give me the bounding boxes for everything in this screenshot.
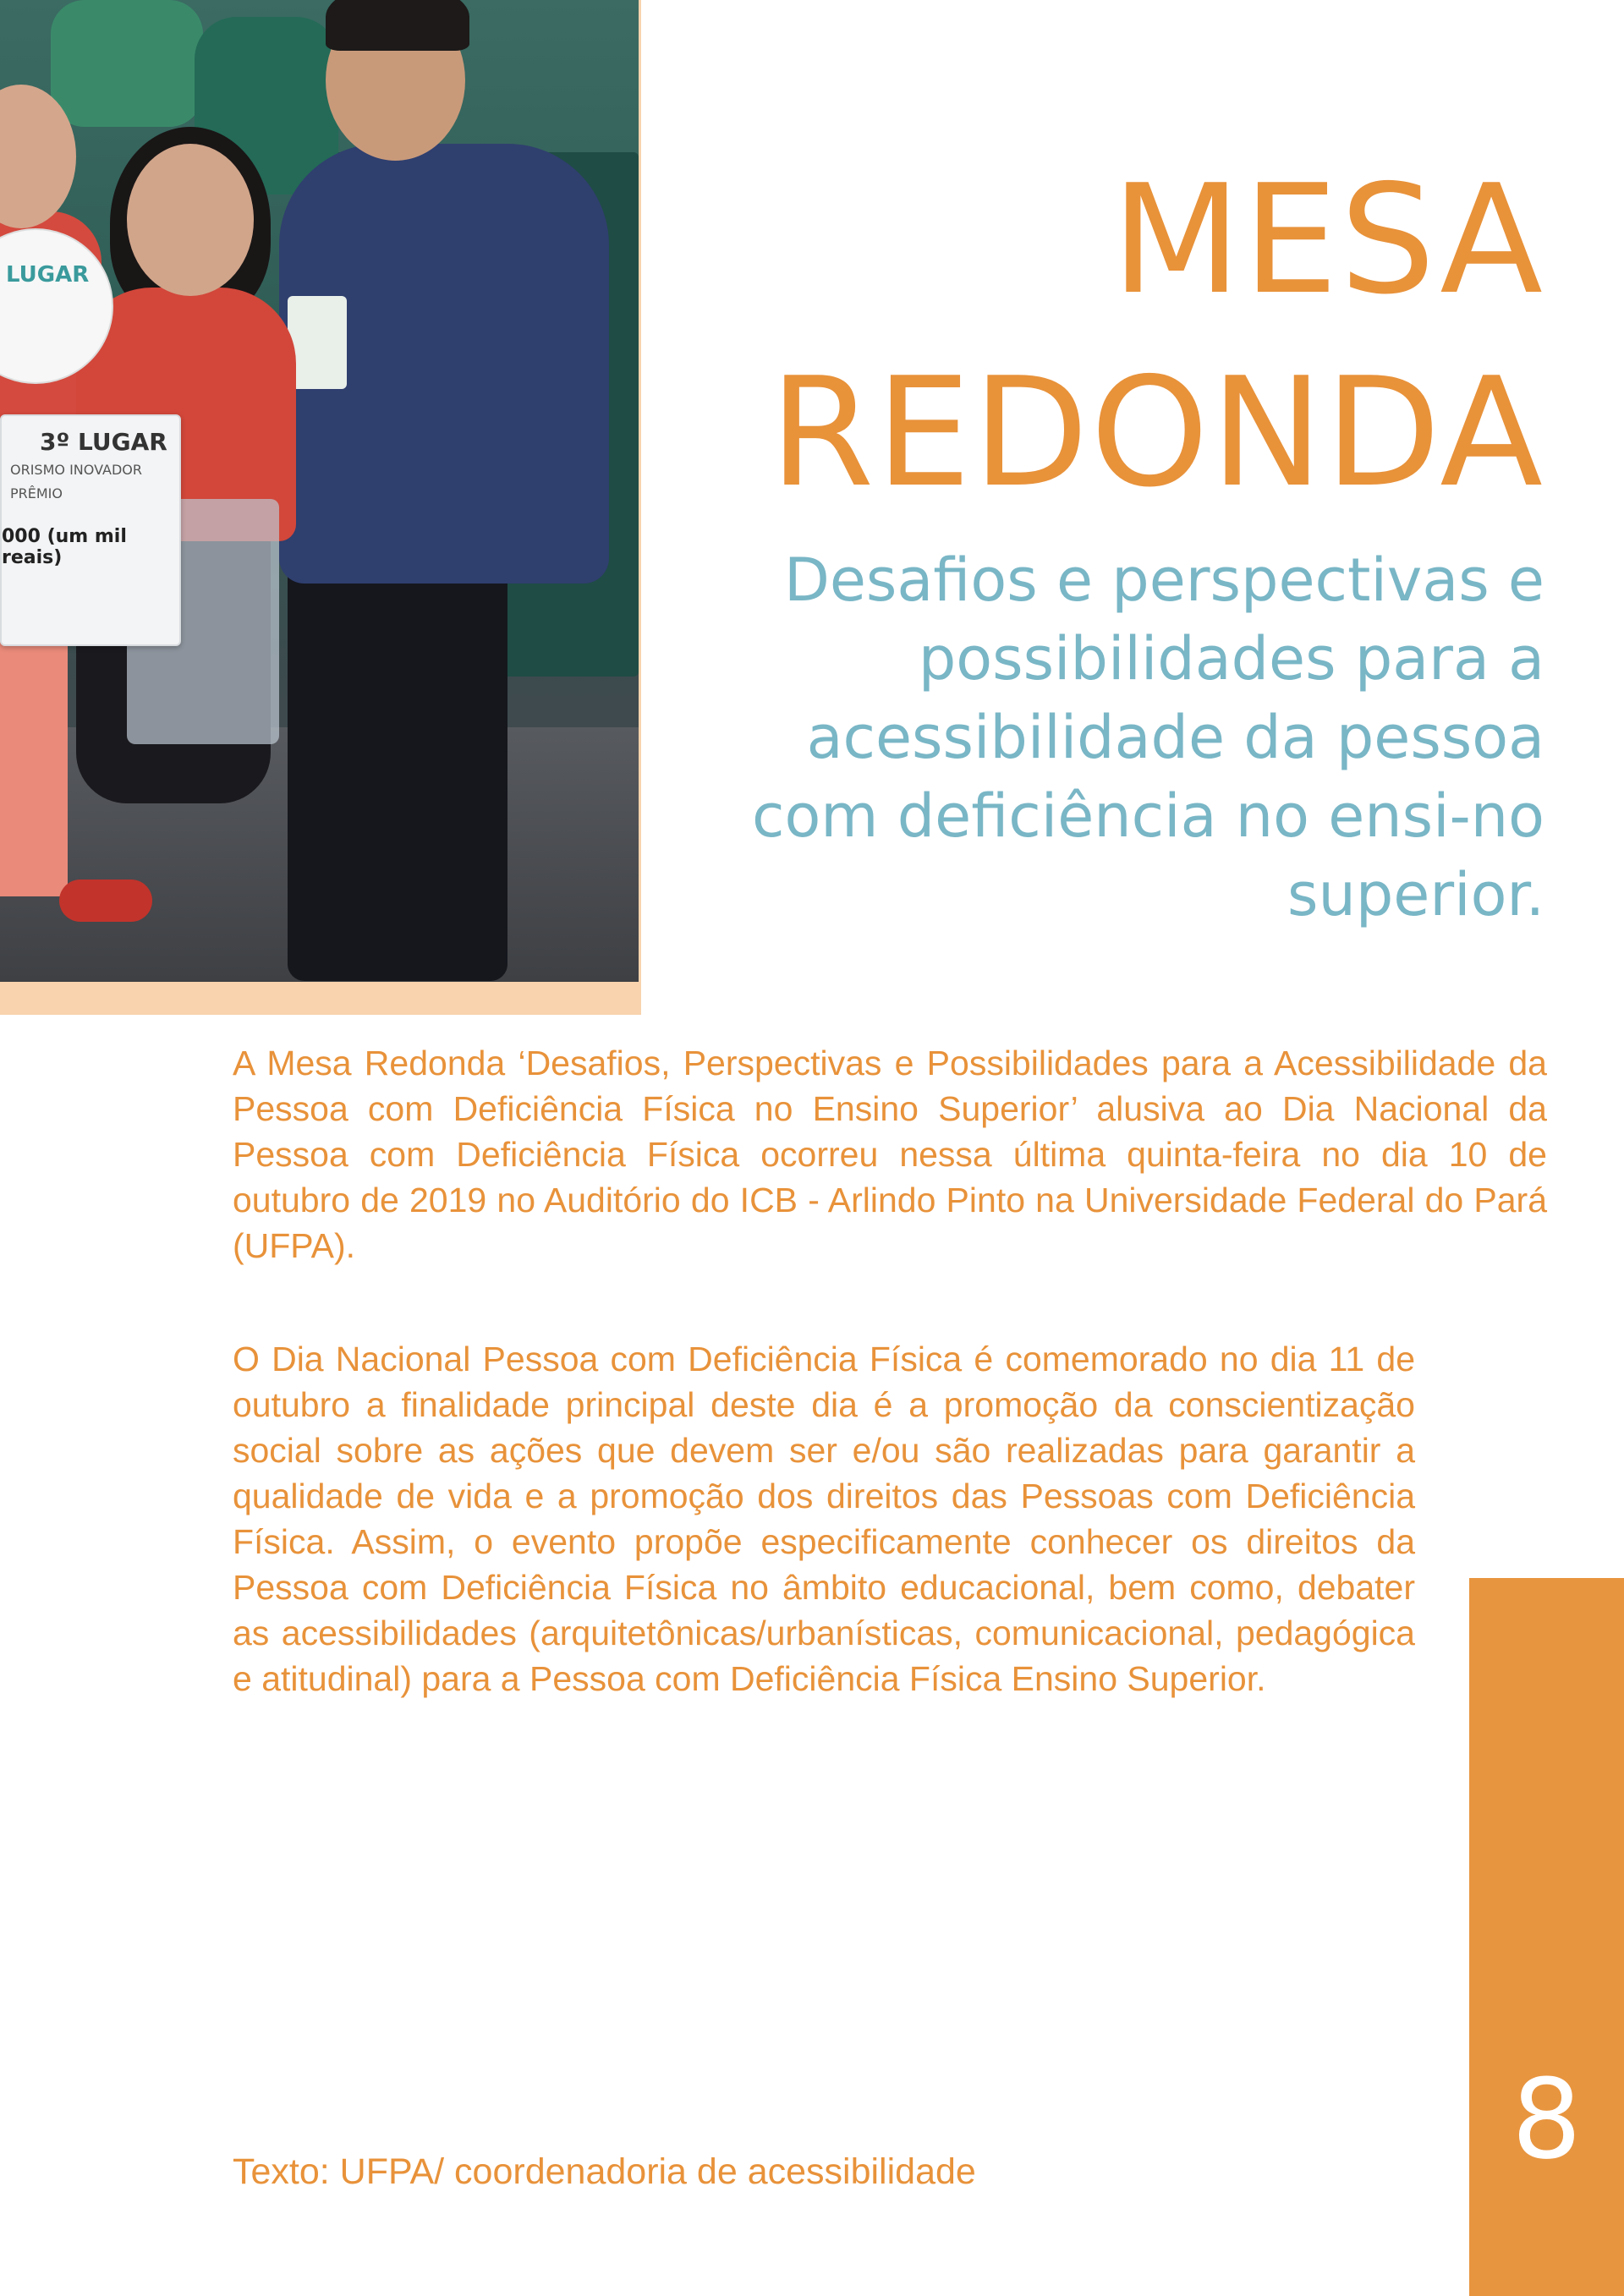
- photo-woman-left-legs: [0, 626, 68, 896]
- body-paragraph-2: O Dia Nacional Pessoa com Deficiência Física é comemorado no dia 11 de outubro a finalidade principal deste dia é a promoção da conscientização social sobre as ações que devem ser e/ou são realizadas para garantir a qualidade de vida e a promoção dos direitos das Pessoas com Deficiência Física. Assim, o evento propõe especificamente conhecer os direitos da Pessoa com Deficiência Física no âmbito educacional, bem como, debater as acessibilidades (arquitetônicas/urbanísticas, comunicacional, pedagógica e atitudinal) para a Pessoa com Deficiência Física Ensino Superior.: [233, 1340, 1415, 1698]
- photo-girl-shoe: [59, 879, 152, 922]
- photo-certificate: [0, 414, 181, 646]
- certificate-title: 3º LUGAR: [40, 428, 167, 456]
- photo-man-legs: [288, 541, 508, 981]
- photo-lanyard-badge: [288, 296, 347, 389]
- photo-girl-face: [127, 144, 254, 296]
- photo-sign-text: LUGAR: [6, 262, 90, 288]
- photo-background-person: [51, 0, 203, 127]
- page-title: [770, 144, 1544, 529]
- certificate-value: 000 (um mil reais): [2, 526, 127, 568]
- page-number-bar: [1469, 1578, 1624, 2296]
- title-line-2: REDONDA: [769, 345, 1544, 520]
- page-number: 8: [1512, 2055, 1582, 2184]
- text-credit: Texto: UFPA/ coordenadoria de acessibilidade: [233, 2151, 976, 2192]
- page-subtitle: Desafios e perspectivas e possibilidades para a acessibilidade da pessoa com deficiência no ensi-no superior.: [751, 545, 1544, 929]
- event-photo: [0, 0, 639, 982]
- title-line-1: MESA: [1111, 152, 1544, 327]
- body-paragraph-1: A Mesa Redonda ‘Desafios, Perspectivas e Possibilidades para a Acessibilidade da Pessoa com Deficiência Física no Ensino Superior’ alusiva ao Dia Nacional da Pessoa com Deficiência Física ocorreu nessa última quinta-feira no dia 10 de outubro de 2019 no Auditório do ICB - Arlindo Pinto na Universidade Federal do Pará (UFPA).: [233, 1044, 1547, 1265]
- photo-man-hair: [326, 0, 469, 51]
- certificate-subtitle: ORISMO INOVADOR: [10, 462, 142, 478]
- photo-frame: [0, 0, 641, 1015]
- certificate-prize: PRÊMIO: [10, 485, 63, 501]
